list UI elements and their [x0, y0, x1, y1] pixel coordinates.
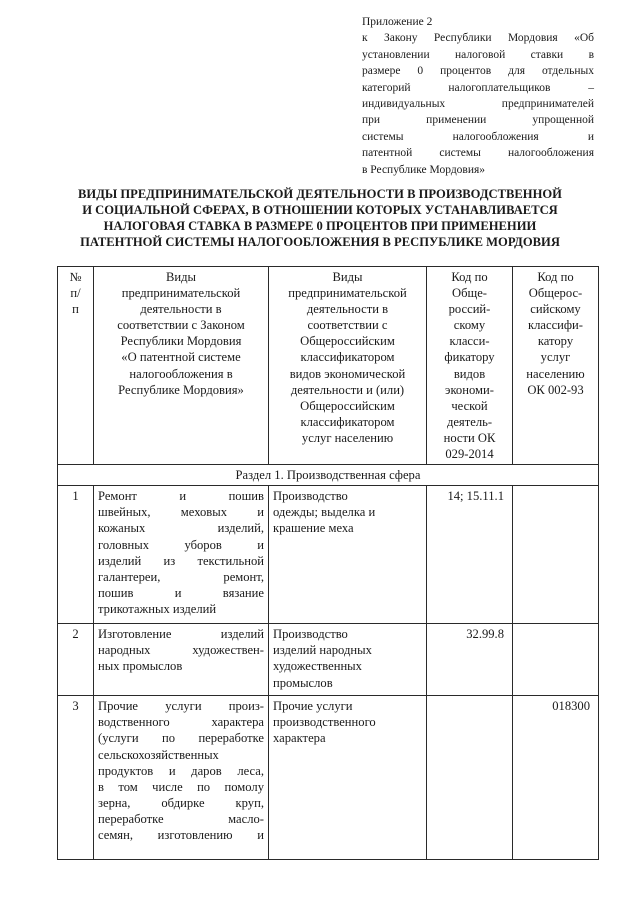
- table-row: [58, 486, 599, 624]
- okun-code-cell: [513, 486, 599, 624]
- header-okun-code: [513, 267, 599, 465]
- section-title: Раздел 1. Производственная сфера: [58, 465, 599, 486]
- header-okved-code: [427, 267, 513, 465]
- okun-code-cell: [513, 624, 599, 696]
- header-text: соответствии с Законом: [117, 318, 245, 333]
- cell-line: производственного: [273, 715, 376, 730]
- cell-line: Производство: [273, 489, 348, 504]
- header-text: ческой: [451, 398, 488, 413]
- row-number: 3: [58, 696, 94, 860]
- header-text: налогообложения в: [129, 366, 233, 381]
- header-text: деятельности и (или): [290, 382, 405, 397]
- header-text: катору: [537, 334, 574, 349]
- cell-line: изделий из текстильной: [98, 553, 264, 568]
- cell-line: кожаных изделий,: [98, 521, 264, 536]
- appendix-line: системы налогообложения и: [362, 130, 594, 143]
- header-text: услуг: [540, 350, 571, 365]
- header-text: деятельности в: [306, 302, 389, 317]
- cell-line: зерна, обдирке круп,: [98, 795, 264, 810]
- cell-line: ных промыслов: [98, 659, 183, 674]
- header-text: ОК 002-93: [527, 382, 584, 397]
- header-text: п/: [70, 286, 81, 301]
- cell-line: швейных, меховых и: [98, 505, 264, 520]
- cell-line: головных уборов и: [98, 537, 264, 552]
- title-line: НАЛОГОВАЯ СТАВКА В РАЗМЕРЕ 0 ПРОЦЕНТОВ ПРИ ПРИМЕНЕНИИ: [103, 219, 537, 233]
- header-text: классификатором: [300, 414, 395, 429]
- header-text: населению: [526, 366, 585, 381]
- title-line: ВИДЫ ПРЕДПРИНИМАТЕЛЬСКОЙ ДЕЯТЕЛЬНОСТИ В ПРОИЗВОДСТВЕННОЙ: [78, 187, 562, 201]
- header-text: Код по: [537, 270, 574, 284]
- header-text: 029-2014: [445, 447, 494, 462]
- cell-line: Прочие услуги произ-: [98, 699, 264, 714]
- title-line: И СОЦИАЛЬНОЙ СФЕРАХ, В ОТНОШЕНИИ КОТОРЫХ УСТАНАВЛИВАЕТСЯ: [82, 203, 558, 217]
- header-text: деятель-: [446, 414, 493, 429]
- okun-code-cell: 018300: [513, 696, 599, 860]
- appendix-line: индивидуальных предпринимателей: [362, 98, 594, 111]
- header-text: Код по: [451, 270, 488, 284]
- appendix-line: при применении упрощенной: [362, 114, 594, 127]
- appendix-line: установлении налоговой ставки в: [362, 48, 594, 61]
- header-text: Виды: [165, 270, 196, 284]
- activity-cell: [94, 696, 269, 860]
- header-text: Республике Мордовия»: [118, 382, 244, 397]
- header-text: Виды: [332, 270, 363, 284]
- okved-code-cell: 32.99.8: [427, 624, 513, 696]
- header-text: Обще-: [452, 286, 487, 301]
- appendix-line: в Республике Мордовия»: [362, 163, 486, 176]
- cell-line: сельскохозяйственных: [98, 747, 219, 762]
- activity-cell: [94, 486, 269, 624]
- header-text: ности ОК: [443, 430, 496, 445]
- table-row: [58, 696, 599, 860]
- header-text: россий-: [448, 302, 491, 317]
- header-text: скому: [453, 318, 486, 333]
- okved-activity-cell: [269, 624, 427, 696]
- cell-line: продуктов и даров леса,: [98, 763, 264, 778]
- header-text: предпринимательской: [121, 286, 241, 301]
- header-activity-classifier: [269, 267, 427, 465]
- activity-cell: [94, 624, 269, 696]
- header-text: класси-: [449, 334, 490, 349]
- cell-line: крашение меха: [273, 521, 354, 536]
- header-text: видов: [453, 366, 486, 381]
- header-activity-law: [94, 267, 269, 465]
- cell-line: Изготовление изделий: [98, 627, 264, 642]
- header-text: Республики Мордовия: [120, 334, 242, 349]
- header-text: п: [72, 302, 79, 317]
- header-text: классификатором: [300, 350, 395, 365]
- header-text: сийскому: [530, 302, 581, 317]
- appendix-line: Приложение 2: [362, 16, 433, 28]
- header-text: соответствии с: [307, 318, 388, 333]
- cell-line: семян, изготовлению и: [98, 827, 264, 842]
- cell-line: одежды; выделка и: [273, 505, 376, 520]
- cell-line: переработке масло-: [98, 811, 264, 826]
- okved-activity-cell: [269, 486, 427, 624]
- appendix-line: патентной системы налогообложения: [362, 147, 594, 160]
- header-text: предпринимательской: [288, 286, 407, 301]
- cell-line: (услуги по переработке: [98, 731, 264, 746]
- cell-line: Производство: [273, 627, 348, 642]
- cell-line: водственного характера: [98, 715, 264, 730]
- okved-activity-cell: [269, 696, 427, 860]
- okved-code-cell: 14; 15.11.1: [427, 486, 513, 624]
- header-text: классифи-: [527, 318, 583, 333]
- table-row: [58, 624, 599, 696]
- header-text: фикатору: [444, 350, 495, 365]
- header-text: Общероссийским: [300, 398, 395, 413]
- header-text: деятельности в: [140, 302, 222, 317]
- appendix-line: размере 0 процентов для отдельных: [362, 65, 594, 78]
- cell-line: пошив и вязание: [98, 585, 264, 600]
- section-row: [58, 465, 599, 486]
- cell-line: промыслов: [273, 675, 333, 690]
- activities-table: [57, 266, 599, 860]
- cell-line: характера: [273, 731, 326, 746]
- cell-line: Ремонт и пошив: [98, 489, 264, 504]
- header-num: [58, 267, 94, 465]
- header-text: экономи-: [445, 382, 494, 397]
- header-text: услуг населению: [301, 430, 394, 445]
- header-text: Общерос-: [528, 286, 583, 301]
- header-text: видов экономической: [289, 366, 406, 381]
- cell-line: народных художествен-: [98, 643, 264, 658]
- cell-line: изделий народных: [273, 643, 372, 658]
- title-line: ПАТЕНТНОЙ СИСТЕМЫ НАЛОГООБЛОЖЕНИЯ В РЕСПУБЛИКЕ МОРДОВИЯ: [80, 235, 560, 249]
- table-header-row: [58, 267, 599, 465]
- cell-line: художественных: [273, 659, 362, 674]
- okved-code-cell: [427, 696, 513, 860]
- header-text: №: [69, 270, 82, 284]
- cell-line: в том числе по помолу: [98, 779, 264, 794]
- appendix-line: категорий налогоплательщиков –: [362, 81, 594, 94]
- row-number: 1: [58, 486, 94, 624]
- cell-line: трикотажных изделий: [98, 601, 217, 616]
- header-text: «О патентной системе: [121, 350, 241, 365]
- document-title: [40, 186, 600, 250]
- header-text: Общероссийским: [300, 334, 395, 349]
- cell-line: галантереи, ремонт,: [98, 569, 264, 584]
- row-number: 2: [58, 624, 94, 696]
- appendix-block: [362, 14, 594, 178]
- cell-line: Прочие услуги: [273, 699, 353, 714]
- appendix-line: к Закону Республики Мордовия «Об: [362, 32, 594, 45]
